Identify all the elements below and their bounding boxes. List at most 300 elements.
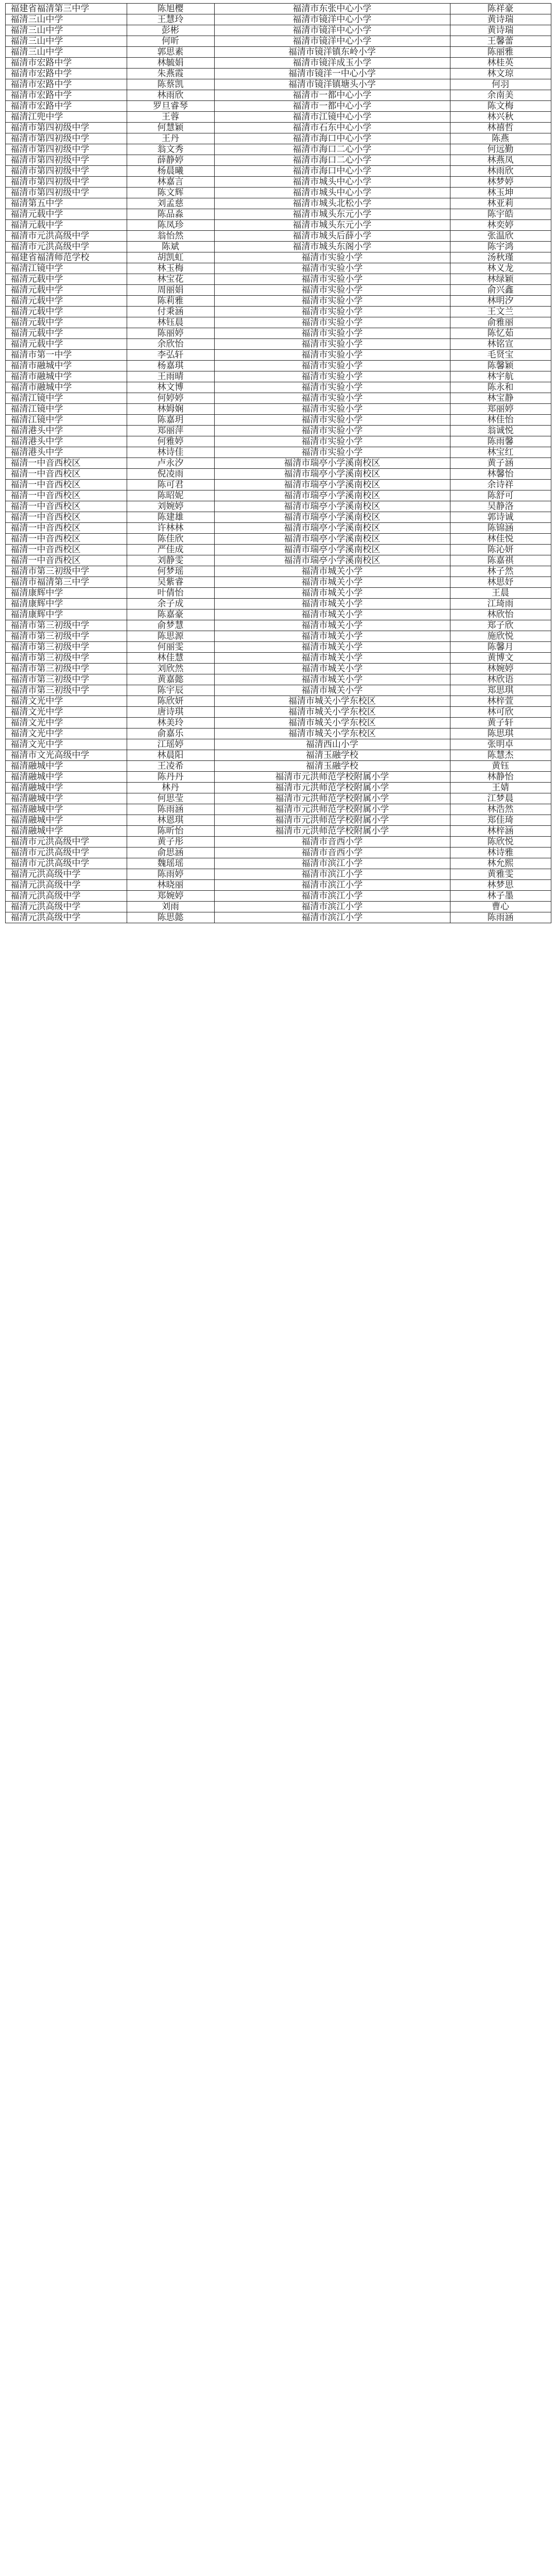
school-cell: 福清市第四初级中学 (5, 144, 127, 155)
table-row (5, 642, 551, 653)
partner-school-cell: 福清市实验小学 (214, 317, 450, 328)
name-cell: 俞思涵 (127, 848, 214, 858)
partner-name-cell: 余诗祥 (450, 480, 551, 490)
name-cell: 王丹 (127, 133, 214, 144)
name-cell: 陈斌 (127, 242, 214, 252)
name-cell: 余子成 (127, 599, 214, 609)
name-cell: 林美玲 (127, 718, 214, 728)
name-cell: 陈丹丹 (127, 772, 214, 783)
school-cell: 福清融城中学 (5, 761, 127, 772)
partner-name-cell: 陈锦涵 (450, 523, 551, 534)
table-row (5, 328, 551, 339)
partner-name-cell: 黄钰 (450, 761, 551, 772)
name-cell: 陈思源 (127, 631, 214, 642)
school-cell: 福清市融城中学 (5, 361, 127, 371)
table-row (5, 599, 551, 609)
partner-name-cell: 陈永和 (450, 382, 551, 393)
partner-name-cell: 林亚莉 (450, 198, 551, 209)
partner-name-cell: 林奕婷 (450, 220, 551, 231)
name-cell: 陈宇辰 (127, 685, 214, 696)
name-cell: 翁文秀 (127, 144, 214, 155)
school-cell: 福清康辉中学 (5, 609, 127, 620)
table-row (5, 274, 551, 285)
table-row (5, 415, 551, 426)
partner-name-cell: 江梦晨 (450, 793, 551, 804)
school-cell: 福清元载中学 (5, 317, 127, 328)
partner-school-cell: 福清市镜洋镇东岭小学 (214, 47, 450, 58)
table-row (5, 545, 551, 555)
partner-school-cell: 福清市城头中心小学 (214, 188, 450, 198)
name-cell: 陈佳欣 (127, 534, 214, 545)
school-cell: 福清文光中学 (5, 696, 127, 707)
table-row (5, 79, 551, 90)
partner-name-cell: 林宝静 (450, 393, 551, 404)
partner-name-cell: 陈欣悦 (450, 837, 551, 848)
partner-school-cell: 福清市实验小学 (214, 404, 450, 415)
school-cell: 福清市第三初级中学 (5, 664, 127, 674)
partner-name-cell: 林铭宣 (450, 339, 551, 350)
school-cell: 福清元载中学 (5, 296, 127, 307)
partner-name-cell: 张温欣 (450, 231, 551, 242)
school-cell: 福清三山中学 (5, 47, 127, 58)
school-cell: 福清市宏路中学 (5, 90, 127, 101)
partner-school-cell: 福清市滨江小学 (214, 869, 450, 880)
table-row (5, 609, 551, 620)
name-cell: 杨晨曦 (127, 166, 214, 177)
partner-school-cell: 福清市滨江小学 (214, 902, 450, 912)
table-row (5, 14, 551, 25)
school-cell: 福清市融城中学 (5, 371, 127, 382)
partner-school-cell: 福清市海口中心小学 (214, 166, 450, 177)
name-cell: 俞嘉乐 (127, 728, 214, 739)
partner-school-cell: 福清市镜洋中心小学 (214, 14, 450, 25)
partner-school-cell: 福清市镜洋一中心小学 (214, 69, 450, 79)
school-cell: 福清康辉中学 (5, 588, 127, 599)
partner-name-cell: 林燕凤 (450, 155, 551, 166)
partner-school-cell: 福清市瑞亭小学溪南校区 (214, 458, 450, 469)
name-cell: 唐诗琪 (127, 707, 214, 718)
table-row (5, 317, 551, 328)
table-row (5, 912, 551, 923)
school-cell: 福清元载中学 (5, 220, 127, 231)
table-row (5, 696, 551, 707)
partner-name-cell: 陈宇皓 (450, 209, 551, 220)
partner-name-cell: 王婧 (450, 783, 551, 793)
partner-name-cell: 林佳怡 (450, 415, 551, 426)
partner-school-cell: 福清市城头中心小学 (214, 177, 450, 188)
name-cell: 许林林 (127, 523, 214, 534)
table-row (5, 436, 551, 447)
name-cell: 薛静婷 (127, 155, 214, 166)
name-cell: 卢永汐 (127, 458, 214, 469)
partner-school-cell: 福清市实验小学 (214, 307, 450, 317)
partner-name-cell: 郑子欣 (450, 620, 551, 631)
partner-school-cell: 福清市实验小学 (214, 426, 450, 436)
partner-name-cell: 陈雨馨 (450, 436, 551, 447)
partner-name-cell: 陈雨涵 (450, 912, 551, 923)
partner-name-cell: 林禧哲 (450, 123, 551, 133)
school-cell: 福清市第四初级中学 (5, 166, 127, 177)
table-row (5, 512, 551, 523)
table-row (5, 382, 551, 393)
partner-name-cell: 林梓涵 (450, 826, 551, 837)
name-cell: 郭思素 (127, 47, 214, 58)
school-cell: 福清一中音西校区 (5, 512, 127, 523)
partner-school-cell: 福清市实验小学 (214, 274, 450, 285)
table-row (5, 902, 551, 912)
school-cell: 福清市宏路中学 (5, 69, 127, 79)
table-row (5, 220, 551, 231)
table-row (5, 263, 551, 274)
school-cell: 福清市元洪高级中学 (5, 231, 127, 242)
school-cell: 福清市第三初级中学 (5, 674, 127, 685)
table-row (5, 47, 551, 58)
partner-name-cell: 林欣语 (450, 674, 551, 685)
table-row (5, 393, 551, 404)
partner-name-cell: 王馨蕾 (450, 36, 551, 47)
table-row (5, 188, 551, 198)
table-row (5, 123, 551, 133)
school-cell: 福清江兜中学 (5, 112, 127, 123)
table-row (5, 848, 551, 858)
table-row (5, 880, 551, 891)
table-row (5, 728, 551, 739)
school-cell: 福清融城中学 (5, 793, 127, 804)
name-cell: 林晨阳 (127, 750, 214, 761)
partner-school-cell: 福清市海口二心小学 (214, 155, 450, 166)
table-row (5, 772, 551, 783)
partner-school-cell: 福清市瑞亭小学溪南校区 (214, 523, 450, 534)
table-row (5, 707, 551, 718)
partner-school-cell: 福清市城头后薛小学 (214, 231, 450, 242)
name-cell: 陈丽婷 (127, 328, 214, 339)
partner-name-cell: 何羽 (450, 79, 551, 90)
roster-body (5, 4, 551, 923)
partner-school-cell: 福清市海口中心小学 (214, 133, 450, 144)
name-cell: 陈欣妍 (127, 696, 214, 707)
partner-name-cell: 王晨 (450, 588, 551, 599)
school-cell: 福清市融城中学 (5, 382, 127, 393)
partner-name-cell: 江琦雨 (450, 599, 551, 609)
partner-name-cell: 林义龙 (450, 263, 551, 274)
partner-name-cell: 林玉坤 (450, 188, 551, 198)
table-row (5, 588, 551, 599)
partner-school-cell: 福清市城关小学东校区 (214, 707, 450, 718)
table-row (5, 231, 551, 242)
table-row (5, 361, 551, 371)
partner-name-cell: 黄子轩 (450, 718, 551, 728)
partner-school-cell: 福清市瑞亭小学溪南校区 (214, 555, 450, 566)
table-row (5, 469, 551, 480)
school-cell: 福清一中音西校区 (5, 545, 127, 555)
name-cell: 陈蔡凯 (127, 79, 214, 90)
school-cell: 福清元载中学 (5, 209, 127, 220)
school-cell: 福清融城中学 (5, 815, 127, 826)
name-cell: 李弘轩 (127, 350, 214, 361)
school-cell: 福清市第四初级中学 (5, 123, 127, 133)
name-cell: 郑婉婷 (127, 891, 214, 902)
school-cell: 福清江镜中学 (5, 393, 127, 404)
partner-school-cell: 福清市滨江小学 (214, 912, 450, 923)
table-row (5, 36, 551, 47)
partner-school-cell: 福清市实验小学 (214, 447, 450, 458)
table-row (5, 242, 551, 252)
partner-school-cell: 福清市实验小学 (214, 263, 450, 274)
partner-name-cell: 陈忆茹 (450, 328, 551, 339)
school-cell: 福清江镜中学 (5, 263, 127, 274)
school-cell: 福清元载中学 (5, 274, 127, 285)
table-row (5, 296, 551, 307)
name-cell: 何雅婷 (127, 436, 214, 447)
table-row (5, 826, 551, 837)
partner-school-cell: 福清市城关小学东校区 (214, 696, 450, 707)
partner-name-cell: 陈祥豪 (450, 4, 551, 14)
table-row (5, 804, 551, 815)
school-cell: 福清港头中学 (5, 426, 127, 436)
partner-school-cell: 福清市石东中心小学 (214, 123, 450, 133)
partner-name-cell: 林佳悦 (450, 534, 551, 545)
table-row (5, 718, 551, 728)
partner-school-cell: 福清市实验小学 (214, 296, 450, 307)
name-cell: 陈建雄 (127, 512, 214, 523)
partner-school-cell: 福清市滨江小学 (214, 891, 450, 902)
school-cell: 福清市第四初级中学 (5, 177, 127, 188)
name-cell: 倪凌雨 (127, 469, 214, 480)
school-cell: 福清市文光高级中学 (5, 750, 127, 761)
table-row (5, 620, 551, 631)
partner-name-cell: 林文琼 (450, 69, 551, 79)
partner-school-cell: 福清市城头东元小学 (214, 209, 450, 220)
name-cell: 陈雨婷 (127, 869, 214, 880)
partner-name-cell: 陈燕 (450, 133, 551, 144)
partner-school-cell: 福清市元洪师范学校附属小学 (214, 793, 450, 804)
name-cell: 陈昭妮 (127, 490, 214, 501)
name-cell: 刘静雯 (127, 555, 214, 566)
roster-table (5, 3, 551, 923)
table-row (5, 252, 551, 263)
school-cell: 福清三山中学 (5, 14, 127, 25)
table-row (5, 891, 551, 902)
partner-school-cell: 福清市瑞亭小学溪南校区 (214, 469, 450, 480)
partner-school-cell: 福清玉融学校 (214, 761, 450, 772)
table-row (5, 155, 551, 166)
table-row (5, 101, 551, 112)
partner-name-cell: 陈丽雅 (450, 47, 551, 58)
name-cell: 陈莉雅 (127, 296, 214, 307)
table-row (5, 426, 551, 436)
partner-name-cell: 林可欣 (450, 707, 551, 718)
partner-name-cell: 林允熙 (450, 858, 551, 869)
table-row (5, 209, 551, 220)
name-cell: 何思莹 (127, 793, 214, 804)
school-cell: 福清江镜中学 (5, 415, 127, 426)
name-cell: 林钰晨 (127, 317, 214, 328)
name-cell: 陈旭樱 (127, 4, 214, 14)
partner-name-cell: 林思妤 (450, 577, 551, 588)
name-cell: 王凌希 (127, 761, 214, 772)
name-cell: 陈品淼 (127, 209, 214, 220)
name-cell: 黄子彤 (127, 837, 214, 848)
name-cell: 刘雨 (127, 902, 214, 912)
school-cell: 福清市第三初级中学 (5, 631, 127, 642)
partner-school-cell: 福清市城关小学 (214, 674, 450, 685)
partner-school-cell: 福清市城关小学 (214, 685, 450, 696)
school-cell: 福清文光中学 (5, 728, 127, 739)
name-cell: 周丽娟 (127, 285, 214, 296)
partner-school-cell: 福清西山小学 (214, 739, 450, 750)
partner-name-cell: 郑佳琦 (450, 815, 551, 826)
partner-name-cell: 陈宇鸿 (450, 242, 551, 252)
table-row (5, 480, 551, 490)
school-cell: 福清市第一中学 (5, 350, 127, 361)
partner-school-cell: 福清市城关小学 (214, 609, 450, 620)
school-cell: 福清江镜中学 (5, 404, 127, 415)
name-cell: 林诗佳 (127, 447, 214, 458)
name-cell: 陈可君 (127, 480, 214, 490)
partner-name-cell: 林梦思 (450, 880, 551, 891)
partner-name-cell: 林婉婷 (450, 664, 551, 674)
school-cell: 福清市第三初级中学 (5, 566, 127, 577)
partner-name-cell: 曹心 (450, 902, 551, 912)
partner-school-cell: 福清市一都中心小学 (214, 90, 450, 101)
name-cell: 王雨晴 (127, 371, 214, 382)
name-cell: 严佳成 (127, 545, 214, 555)
partner-name-cell: 林子墨 (450, 891, 551, 902)
partner-name-cell: 黄雅雯 (450, 869, 551, 880)
school-cell: 福清市元洪高级中学 (5, 837, 127, 848)
name-cell: 林宝花 (127, 274, 214, 285)
partner-name-cell: 林明汐 (450, 296, 551, 307)
partner-school-cell: 福清市实验小学 (214, 371, 450, 382)
school-cell: 福清市元洪高级中学 (5, 858, 127, 869)
school-cell: 福清一中音西校区 (5, 534, 127, 545)
school-cell: 福清元洪高级中学 (5, 902, 127, 912)
partner-name-cell: 林子然 (450, 566, 551, 577)
partner-name-cell: 陈嘉祺 (450, 555, 551, 566)
school-cell: 福清一中音西校区 (5, 490, 127, 501)
name-cell: 王慧玲 (127, 14, 214, 25)
name-cell: 林丹 (127, 783, 214, 793)
table-row (5, 307, 551, 317)
partner-school-cell: 福清市城关小学东校区 (214, 728, 450, 739)
table-row (5, 750, 551, 761)
school-cell: 福清一中音西校区 (5, 523, 127, 534)
name-cell: 林佳慧 (127, 653, 214, 664)
partner-name-cell: 陈馨颖 (450, 361, 551, 371)
school-cell: 福清一中音西校区 (5, 458, 127, 469)
name-cell: 郑丽萍 (127, 426, 214, 436)
school-cell: 福清市第四初级中学 (5, 133, 127, 144)
school-cell: 福清元洪高级中学 (5, 912, 127, 923)
table-row (5, 90, 551, 101)
name-cell: 林文博 (127, 382, 214, 393)
school-cell: 福清一中音西校区 (5, 555, 127, 566)
document-page (0, 3, 556, 2576)
table-row (5, 501, 551, 512)
school-cell: 福清市第三初级中学 (5, 685, 127, 696)
partner-school-cell: 福清市瑞亭小学溪南校区 (214, 501, 450, 512)
table-row (5, 69, 551, 79)
table-row (5, 793, 551, 804)
school-cell: 福清一中音西校区 (5, 469, 127, 480)
school-cell: 福清市元洪高级中学 (5, 242, 127, 252)
table-row (5, 837, 551, 848)
school-cell: 福清融城中学 (5, 772, 127, 783)
partner-school-cell: 福清市实验小学 (214, 382, 450, 393)
partner-school-cell: 福清市城关小学 (214, 642, 450, 653)
name-cell: 陈嘉豪 (127, 609, 214, 620)
partner-name-cell: 黄诗瑞 (450, 25, 551, 36)
partner-name-cell: 翁诚悦 (450, 426, 551, 436)
partner-school-cell: 福清市实验小学 (214, 436, 450, 447)
school-cell: 福清市宏路中学 (5, 101, 127, 112)
partner-school-cell: 福清市江镜中心小学 (214, 112, 450, 123)
school-cell: 福清第五中学 (5, 198, 127, 209)
table-row (5, 566, 551, 577)
partner-school-cell: 福清市瑞亭小学溪南校区 (214, 480, 450, 490)
table-row (5, 112, 551, 123)
name-cell: 杨嘉琪 (127, 361, 214, 371)
school-cell: 福清文光中学 (5, 718, 127, 728)
partner-name-cell: 王文兰 (450, 307, 551, 317)
partner-name-cell: 施欣悦 (450, 631, 551, 642)
partner-school-cell: 福清市一都中心小学 (214, 101, 450, 112)
partner-name-cell: 林雨欣 (450, 166, 551, 177)
table-row (5, 685, 551, 696)
table-row (5, 664, 551, 674)
school-cell: 福清市第三初级中学 (5, 653, 127, 664)
school-cell: 福清融城中学 (5, 783, 127, 793)
school-cell: 福清元洪高级中学 (5, 869, 127, 880)
partner-school-cell: 福清市镜洋成玉小学 (214, 58, 450, 69)
partner-school-cell: 福清市瑞亭小学溪南校区 (214, 534, 450, 545)
partner-school-cell: 福清市元洪师范学校附属小学 (214, 826, 450, 837)
table-row (5, 458, 551, 469)
partner-name-cell: 张明卓 (450, 739, 551, 750)
table-row (5, 350, 551, 361)
name-cell: 陈思懿 (127, 912, 214, 923)
name-cell: 魏瑶瑶 (127, 858, 214, 869)
partner-school-cell: 福清市城头北松小学 (214, 198, 450, 209)
school-cell: 福清元洪高级中学 (5, 891, 127, 902)
partner-school-cell: 福清市镜洋中心小学 (214, 25, 450, 36)
name-cell: 刘欣然 (127, 664, 214, 674)
name-cell: 俞梦慧 (127, 620, 214, 631)
school-cell: 福清元洪高级中学 (5, 880, 127, 891)
name-cell: 何梦瑶 (127, 566, 214, 577)
partner-name-cell: 林宇航 (450, 371, 551, 382)
partner-school-cell: 福清市城关小学 (214, 653, 450, 664)
partner-school-cell: 福清市城关小学 (214, 664, 450, 674)
school-cell: 福清三山中学 (5, 36, 127, 47)
name-cell: 陈嘉玥 (127, 415, 214, 426)
partner-school-cell: 福清市实验小学 (214, 393, 450, 404)
name-cell: 何慧颖 (127, 123, 214, 133)
school-cell: 福建省福清第三中学 (5, 4, 127, 14)
partner-name-cell: 俞雅丽 (450, 317, 551, 328)
partner-name-cell: 陈慧杰 (450, 750, 551, 761)
partner-school-cell: 福清市元洪师范学校附属小学 (214, 804, 450, 815)
partner-name-cell: 陈思琪 (450, 728, 551, 739)
partner-school-cell: 福清市城头东元小学 (214, 220, 450, 231)
name-cell: 陈凤珍 (127, 220, 214, 231)
partner-name-cell: 林静怡 (450, 772, 551, 783)
table-row (5, 761, 551, 772)
partner-name-cell: 林浩然 (450, 804, 551, 815)
school-cell: 福清市福清第三中学 (5, 577, 127, 588)
partner-name-cell: 黄博文 (450, 653, 551, 664)
partner-school-cell: 福清市元洪师范学校附属小学 (214, 772, 450, 783)
